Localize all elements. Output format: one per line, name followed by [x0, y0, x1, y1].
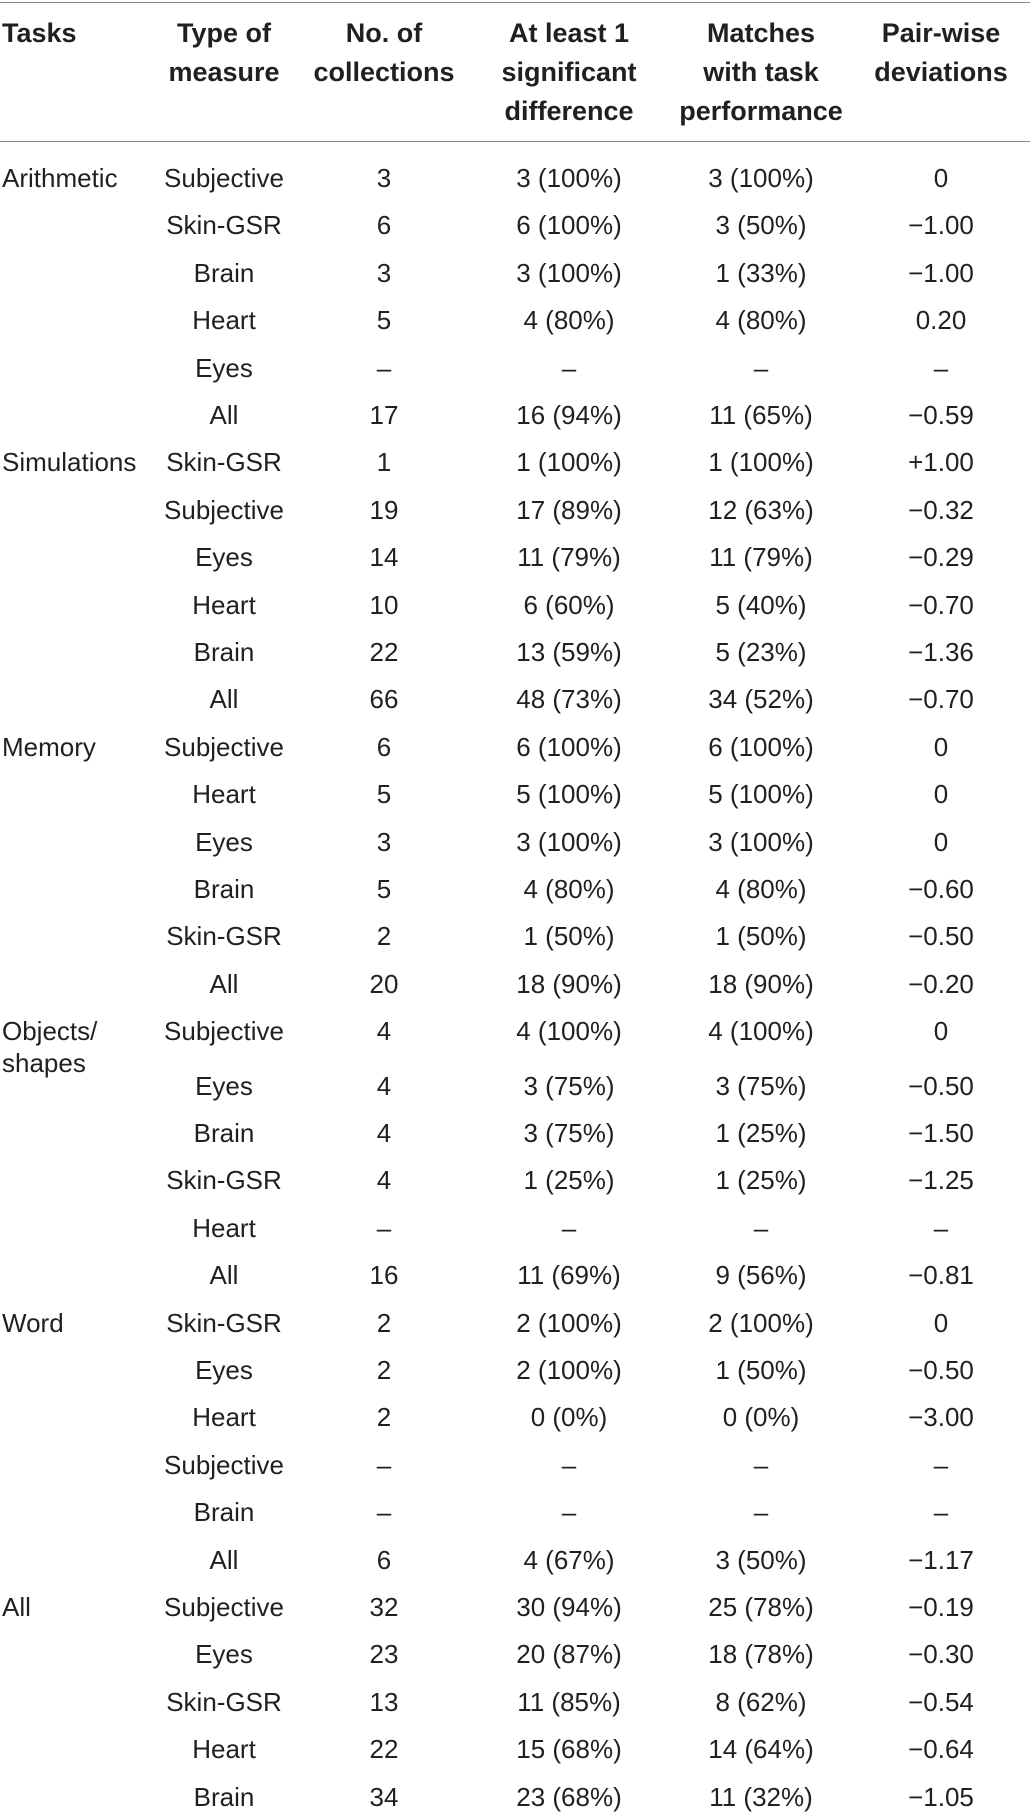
cell-deviation: −1.05: [908, 1781, 974, 1812]
cell-measure-type: All: [209, 1544, 239, 1575]
cell-deviation: −0.54: [908, 1686, 974, 1717]
cell-collections: 4: [376, 1165, 392, 1196]
cell-significant-difference: 3 (100%): [516, 163, 622, 193]
cell-measure-type: Brain: [193, 1497, 255, 1528]
cell-collections: 2: [376, 1307, 392, 1338]
cell-significant-difference: 15 (68%): [516, 1734, 622, 1765]
cell-measure-type: All: [209, 684, 239, 715]
cell-collections: 5: [376, 779, 392, 810]
cell-matches: –: [753, 1497, 769, 1528]
cell-deviation: −1.36: [908, 637, 974, 667]
cell-collections: 14: [369, 542, 399, 573]
cell-deviation: −0.50: [908, 921, 974, 952]
cell-measure-type: Subjective: [164, 1016, 284, 1047]
cell-deviation: 0.20: [915, 305, 967, 336]
table-top-rule: [0, 2, 1030, 3]
cell-measure-type: Subjective: [164, 731, 284, 762]
cell-task: Objects/ shapes: [2, 1016, 98, 1079]
cell-significant-difference: –: [561, 1497, 577, 1528]
cell-significant-difference: 2 (100%): [516, 1307, 622, 1338]
cell-measure-type: Heart: [192, 1402, 256, 1433]
cell-measure-type: Eyes: [195, 826, 253, 857]
cell-measure-type: Heart: [192, 589, 256, 620]
cell-deviation: 0: [933, 826, 949, 857]
cell-task: Simulations: [2, 447, 137, 478]
cell-deviation: −0.29: [908, 542, 974, 573]
cell-measure-type: Skin-GSR: [166, 447, 282, 478]
cell-measure-type: Brain: [193, 637, 255, 667]
header-bottom-rule: [0, 141, 1030, 142]
cell-collections: –: [376, 352, 392, 383]
cell-significant-difference: 3 (75%): [523, 1118, 615, 1148]
cell-collections: 3: [376, 163, 392, 193]
cell-significant-difference: 6 (100%): [516, 210, 622, 241]
cell-matches: 1 (100%): [708, 447, 814, 478]
cell-significant-difference: 5 (100%): [516, 779, 622, 810]
cell-collections: 32: [369, 1592, 399, 1622]
cell-significant-difference: 20 (87%): [516, 1639, 622, 1670]
cell-deviation: −1.17: [908, 1544, 974, 1575]
cell-significant-difference: 11 (79%): [517, 542, 621, 573]
cell-matches: 6 (100%): [708, 731, 814, 762]
cell-significant-difference: 13 (59%): [516, 637, 622, 667]
cell-collections: 13: [369, 1686, 399, 1717]
cell-deviation: −1.25: [908, 1165, 974, 1196]
cell-significant-difference: 1 (100%): [516, 447, 622, 478]
cell-matches: 5 (100%): [708, 779, 814, 810]
cell-significant-difference: 3 (100%): [516, 257, 622, 288]
cell-deviation: −0.32: [908, 494, 974, 525]
header-pairwise-deviations: Pair-wise deviations: [874, 18, 1008, 87]
cell-deviation: −0.64: [908, 1734, 974, 1765]
cell-collections: 4: [376, 1070, 392, 1101]
cell-deviation: −1.00: [908, 257, 974, 288]
cell-matches: 11 (79%): [709, 542, 813, 573]
cell-measure-type: Subjective: [164, 1449, 284, 1480]
cell-deviation: 0: [933, 1016, 949, 1047]
cell-collections: 22: [369, 1734, 399, 1765]
cell-matches: 18 (78%): [708, 1639, 814, 1670]
cell-deviation: +1.00: [908, 447, 974, 478]
cell-collections: 20: [369, 968, 399, 999]
cell-significant-difference: 4 (67%): [523, 1544, 615, 1575]
cell-significant-difference: 6 (100%): [516, 731, 622, 762]
header-type-of-measure: Type of measure: [168, 18, 280, 87]
cell-collections: 5: [376, 305, 392, 336]
cell-significant-difference: 11 (69%): [517, 1260, 621, 1291]
cell-deviation: –: [933, 1449, 949, 1480]
cell-measure-type: Skin-GSR: [166, 1686, 282, 1717]
cell-significant-difference: 6 (60%): [523, 589, 615, 620]
header-significant-difference: At least 1 significant difference: [501, 18, 637, 126]
cell-measure-type: Skin-GSR: [166, 921, 282, 952]
cell-collections: 16: [369, 1260, 399, 1291]
cell-collections: 23: [369, 1639, 399, 1670]
cell-collections: –: [376, 1212, 392, 1243]
cell-deviation: −1.00: [908, 210, 974, 241]
cell-matches: 1 (50%): [715, 1355, 807, 1385]
cell-collections: 5: [376, 874, 392, 904]
cell-deviation: −0.81: [908, 1260, 974, 1291]
cell-deviation: −0.70: [908, 684, 974, 715]
cell-measure-type: Heart: [192, 1212, 256, 1243]
cell-measure-type: Heart: [192, 1734, 256, 1765]
cell-task: Memory: [2, 731, 96, 762]
cell-measure-type: Subjective: [164, 494, 284, 525]
cell-measure-type: Heart: [192, 305, 256, 336]
cell-significant-difference: 3 (100%): [516, 826, 622, 857]
cell-collections: 2: [376, 921, 392, 952]
cell-significant-difference: 18 (90%): [516, 968, 622, 999]
cell-collections: 2: [376, 1402, 392, 1433]
cell-deviation: –: [933, 1212, 949, 1243]
cell-measure-type: Brain: [193, 1781, 255, 1812]
cell-deviation: −1.50: [908, 1118, 974, 1148]
cell-significant-difference: 1 (50%): [523, 921, 615, 952]
cell-matches: 3 (50%): [715, 1544, 807, 1575]
cell-matches: 18 (90%): [708, 968, 814, 999]
cell-measure-type: Skin-GSR: [166, 1307, 282, 1338]
cell-significant-difference: 0 (0%): [530, 1402, 608, 1433]
cell-measure-type: Heart: [192, 779, 256, 810]
cell-measure-type: Skin-GSR: [166, 1165, 282, 1196]
cell-matches: 1 (25%): [715, 1165, 807, 1196]
cell-matches: 0 (0%): [722, 1402, 800, 1433]
cell-deviation: −0.70: [908, 589, 974, 620]
cell-collections: 4: [376, 1016, 392, 1047]
cell-deviation: −0.30: [908, 1639, 974, 1670]
cell-significant-difference: –: [561, 1449, 577, 1480]
cell-deviation: −0.19: [908, 1592, 974, 1622]
cell-matches: 5 (23%): [715, 637, 807, 667]
cell-deviation: 0: [933, 163, 949, 193]
cell-deviation: −0.50: [908, 1070, 974, 1101]
cell-matches: 3 (100%): [708, 163, 814, 193]
cell-collections: 34: [369, 1781, 399, 1812]
cell-significant-difference: 1 (25%): [523, 1165, 615, 1196]
cell-measure-type: All: [209, 1260, 239, 1291]
cell-measure-type: Subjective: [164, 1592, 284, 1622]
cell-collections: 6: [376, 731, 392, 762]
cell-deviation: 0: [933, 1307, 949, 1338]
cell-task: Arithmetic: [2, 163, 118, 193]
cell-significant-difference: –: [561, 1212, 577, 1243]
cell-measure-type: Brain: [193, 1118, 255, 1148]
cell-matches: –: [753, 352, 769, 383]
cell-measure-type: All: [209, 968, 239, 999]
cell-collections: 6: [376, 210, 392, 241]
cell-collections: 66: [369, 684, 399, 715]
cell-deviation: –: [933, 1497, 949, 1528]
cell-deviation: −0.59: [908, 400, 974, 430]
cell-collections: 1: [376, 447, 392, 478]
cell-measure-type: Eyes: [195, 352, 253, 383]
cell-matches: 3 (75%): [715, 1070, 807, 1101]
cell-task: All: [2, 1592, 31, 1622]
cell-matches: 5 (40%): [715, 589, 807, 620]
header-no-of-collections: No. of collections: [313, 18, 455, 87]
cell-deviation: 0: [933, 731, 949, 762]
cell-significant-difference: 23 (68%): [516, 1781, 622, 1812]
cell-deviation: −0.50: [908, 1355, 974, 1385]
cell-significant-difference: 4 (80%): [523, 874, 615, 904]
cell-deviation: 0: [933, 779, 949, 810]
cell-matches: 34 (52%): [708, 684, 814, 715]
cell-significant-difference: 4 (80%): [523, 305, 615, 336]
cell-collections: 19: [369, 494, 399, 525]
cell-deviation: −0.20: [908, 968, 974, 999]
cell-matches: –: [753, 1212, 769, 1243]
cell-measure-type: Subjective: [164, 163, 284, 193]
cell-significant-difference: –: [561, 352, 577, 383]
cell-collections: 3: [376, 826, 392, 857]
cell-collections: 10: [369, 589, 399, 620]
cell-significant-difference: 16 (94%): [516, 400, 622, 430]
cell-significant-difference: 2 (100%): [516, 1355, 622, 1385]
cell-matches: 25 (78%): [708, 1592, 814, 1622]
cell-collections: –: [376, 1497, 392, 1528]
cell-matches: 11 (32%): [709, 1781, 813, 1812]
cell-matches: 2 (100%): [708, 1307, 814, 1338]
cell-significant-difference: 48 (73%): [516, 684, 622, 715]
cell-measure-type: Brain: [193, 874, 255, 904]
cell-matches: 3 (100%): [708, 826, 814, 857]
cell-matches: 12 (63%): [708, 494, 814, 525]
cell-collections: 6: [376, 1544, 392, 1575]
cell-collections: 17: [369, 400, 399, 430]
cell-matches: 4 (80%): [715, 305, 807, 336]
cell-collections: –: [376, 1449, 392, 1480]
header-matches-task-performance: Matches with task performance: [679, 18, 843, 126]
cell-collections: 3: [376, 257, 392, 288]
cell-collections: 22: [369, 637, 399, 667]
cell-significant-difference: 3 (75%): [523, 1070, 615, 1101]
cell-matches: 1 (50%): [715, 921, 807, 952]
cell-collections: 2: [376, 1355, 392, 1385]
cell-significant-difference: 17 (89%): [516, 494, 622, 525]
cell-matches: 1 (25%): [715, 1118, 807, 1148]
cell-matches: 4 (100%): [708, 1016, 814, 1047]
cell-significant-difference: 11 (85%): [517, 1686, 621, 1717]
cell-matches: 4 (80%): [715, 874, 807, 904]
cell-measure-type: All: [209, 400, 239, 430]
cell-matches: 3 (50%): [715, 210, 807, 241]
cell-matches: 8 (62%): [715, 1686, 807, 1717]
cell-measure-type: Eyes: [195, 1639, 253, 1670]
cell-measure-type: Skin-GSR: [166, 210, 282, 241]
cell-matches: 1 (33%): [715, 257, 807, 288]
cell-task: Word: [2, 1307, 64, 1338]
cell-matches: 11 (65%): [709, 400, 813, 430]
header-tasks: Tasks: [2, 18, 77, 48]
cell-significant-difference: 30 (94%): [516, 1592, 622, 1622]
cell-matches: 9 (56%): [715, 1260, 807, 1291]
cell-matches: –: [753, 1449, 769, 1480]
cell-deviation: –: [933, 352, 949, 383]
cell-collections: 4: [376, 1118, 392, 1148]
cell-measure-type: Eyes: [195, 1355, 253, 1385]
cell-measure-type: Eyes: [195, 1070, 253, 1101]
cell-significant-difference: 4 (100%): [516, 1016, 622, 1047]
cell-measure-type: Eyes: [195, 542, 253, 573]
cell-deviation: −3.00: [908, 1402, 974, 1433]
cell-measure-type: Brain: [193, 257, 255, 288]
cell-matches: 14 (64%): [708, 1734, 814, 1765]
cell-deviation: −0.60: [908, 874, 974, 904]
